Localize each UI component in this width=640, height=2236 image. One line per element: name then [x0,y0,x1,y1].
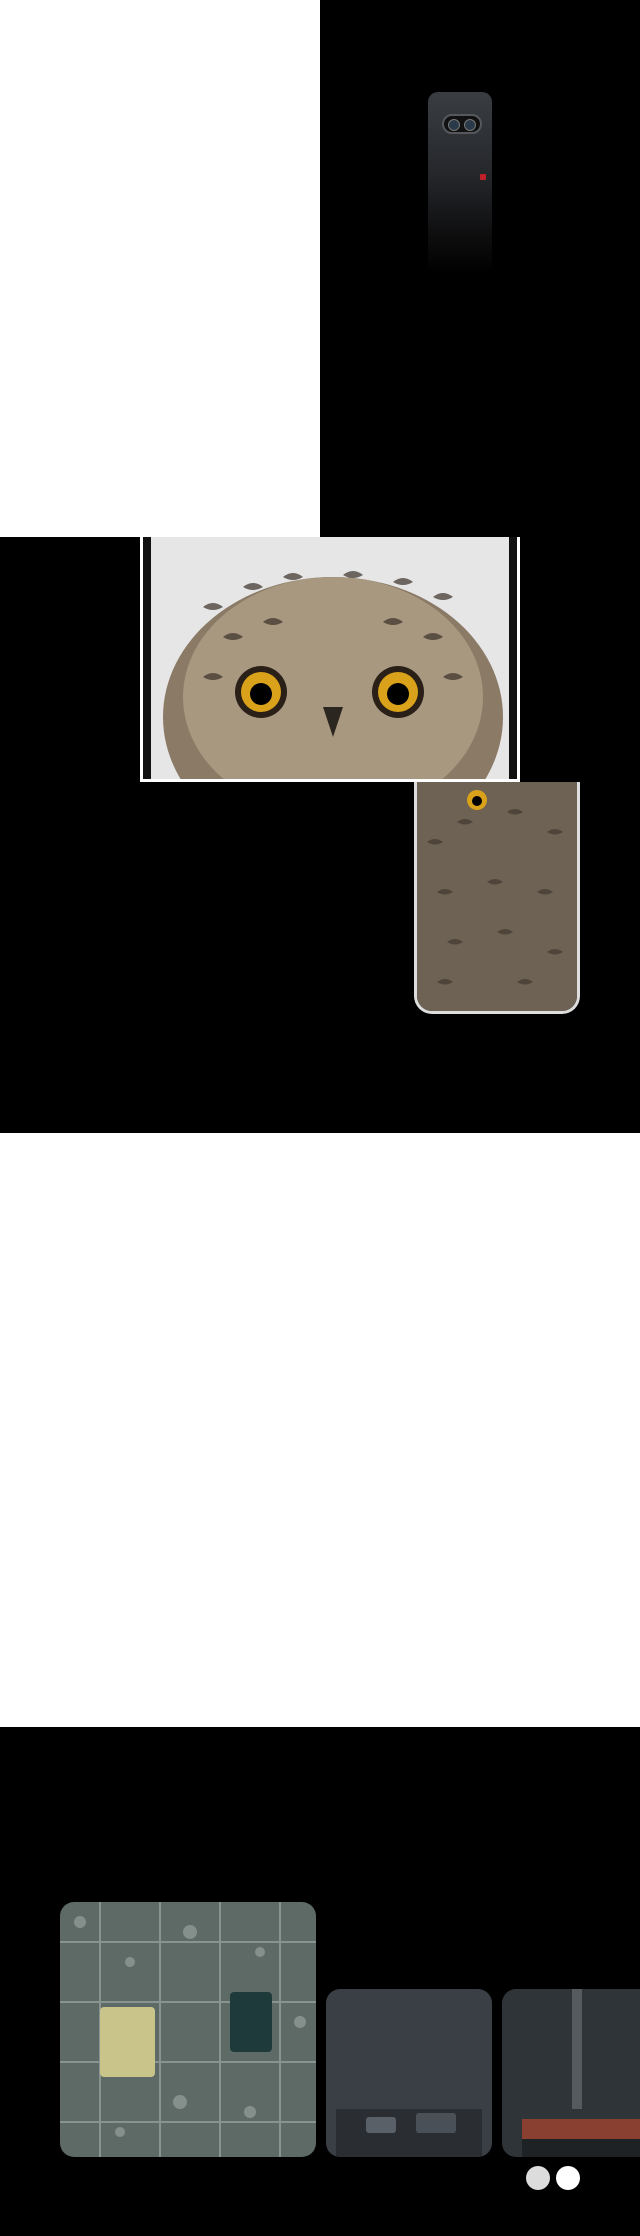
display-section [0,537,640,1133]
glyph-text-panel [0,0,320,537]
glyph-section [0,0,640,537]
owl-closeup-image [417,782,580,1014]
slide-press-test-image[interactable] [502,1989,640,2157]
recording-led [480,174,486,180]
slide-drop-test-image[interactable] [326,1989,492,2157]
phone-front-image [414,782,580,1014]
ip-test-photo [60,1902,316,2157]
camera-module [442,114,482,134]
press-test-photo [502,1989,640,2157]
carousel-prev-button[interactable] [526,2166,550,2190]
phone-bezel-right [509,537,517,779]
carousel-next-button[interactable] [556,2166,580,2190]
phone-bezel-left [143,537,151,779]
drop-test-photo [326,1989,492,2157]
owl-image [143,537,520,782]
features-section [0,1133,640,1727]
durability-section [0,1727,640,2236]
phone-back-image [428,92,492,274]
slide-ip-rating-image[interactable] [60,1902,316,2157]
owl-phone-screen [140,537,520,782]
glyph-visual-panel [320,0,640,537]
